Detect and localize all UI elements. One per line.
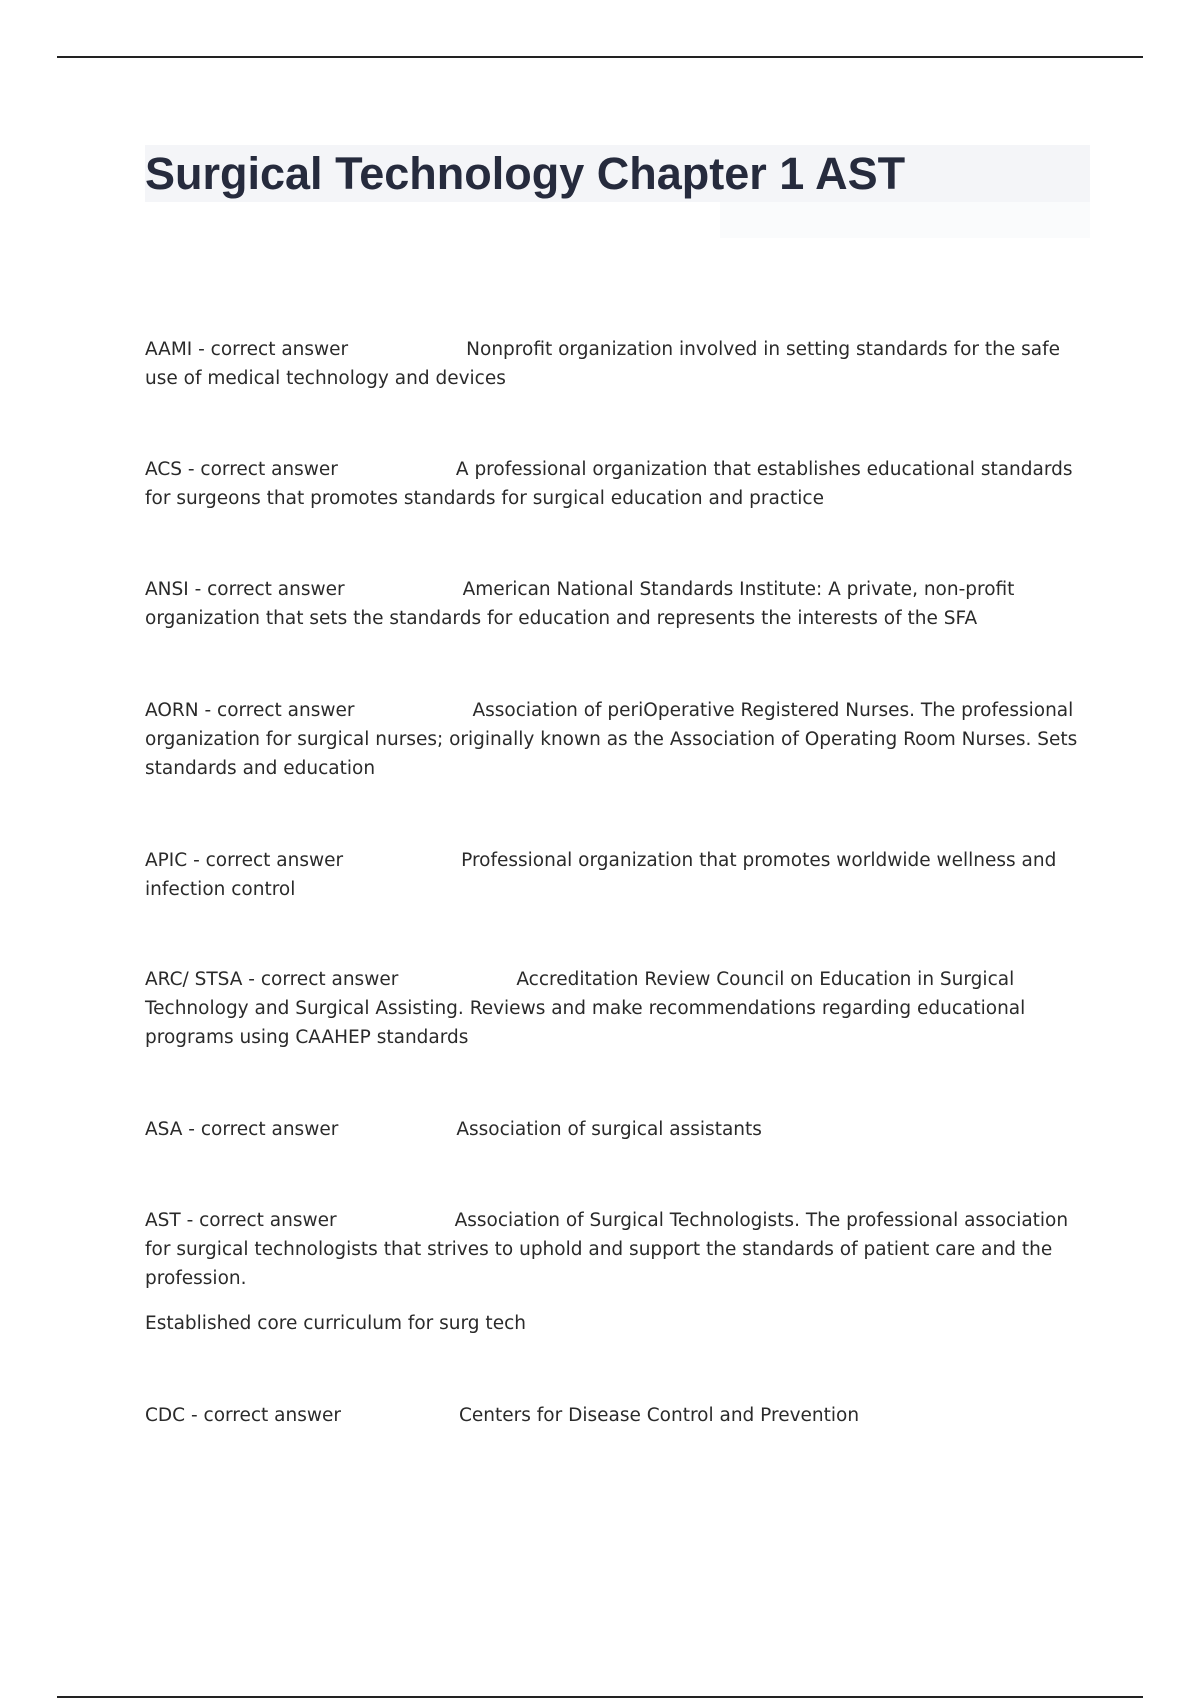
entry-term: ASA - correct answer	[145, 1119, 339, 1140]
entry-term: AAMI - correct answer	[145, 339, 349, 360]
entry-definition: Association of surgical assistants	[456, 1119, 762, 1140]
document-title: Surgical Technology Chapter 1 AST	[145, 148, 906, 199]
entry-text	[145, 575, 1090, 633]
entry-extra-note: Established core curriculum for surg tech	[145, 1313, 526, 1334]
entry-acs	[145, 455, 1090, 513]
entry-aorn	[145, 696, 1090, 783]
entry-definition: Accreditation Review Council on Education in Surgical Technology and Surgical Assisting. Reviews and make recommendations regarding educational programs using CAAHEP standards	[145, 969, 1026, 1048]
entry-text	[145, 455, 1090, 513]
entry-definition: Centers for Disease Control and Prevention	[459, 1405, 860, 1426]
title-background-fade	[720, 202, 1090, 238]
entry-cdc	[145, 1401, 1090, 1430]
entry-term: ARC/ STSA - correct answer	[145, 969, 399, 990]
entry-term: CDC - correct answer	[145, 1405, 341, 1426]
entry-text	[145, 696, 1090, 783]
top-divider	[57, 56, 1143, 58]
entry-definition: American National Standards Institute: A private, non-profit organization that sets the standards for education and represents the interests of the SFA	[145, 579, 1015, 629]
entry-text	[145, 965, 1090, 1052]
entry-definition: Nonprofit organization involved in setting standards for the safe use of medical technology and devices	[145, 339, 1061, 389]
entry-term: AST - correct answer	[145, 1210, 337, 1231]
entry-definition: Professional organization that promotes worldwide wellness and infection control	[145, 850, 1057, 900]
entry-definition: Association of Surgical Technologists. The professional association for surgical technologists that strives to uphold and support the standards of patient care and the profession.	[145, 1210, 1069, 1289]
entry-definition: A professional organization that establishes educational standards for surgeons that promotes standards for surgical education and practice	[145, 459, 1073, 509]
entry-term: APIC - correct answer	[145, 850, 344, 871]
entry-text	[145, 1206, 1090, 1293]
entry-term: ACS - correct answer	[145, 459, 338, 480]
entry-text	[145, 335, 1090, 393]
entry-term: ANSI - correct answer	[145, 579, 345, 600]
entry-aami	[145, 335, 1090, 393]
entry-text	[145, 846, 1090, 904]
entry-ast	[145, 1206, 1090, 1338]
entry-apic	[145, 846, 1090, 904]
entry-text	[145, 1115, 1090, 1144]
entry-definition: Association of periOperative Registered Nurses. The professional organization for surgical nurses; originally known as the Association of Operating Room Nurses. Sets standards and education	[145, 700, 1078, 779]
entry-asa	[145, 1115, 1090, 1144]
entry-ansi	[145, 575, 1090, 633]
entry-arc-stsa	[145, 965, 1090, 1052]
bottom-divider	[57, 1696, 1143, 1698]
entry-term: AORN - correct answer	[145, 700, 355, 721]
entry-text	[145, 1401, 1090, 1430]
